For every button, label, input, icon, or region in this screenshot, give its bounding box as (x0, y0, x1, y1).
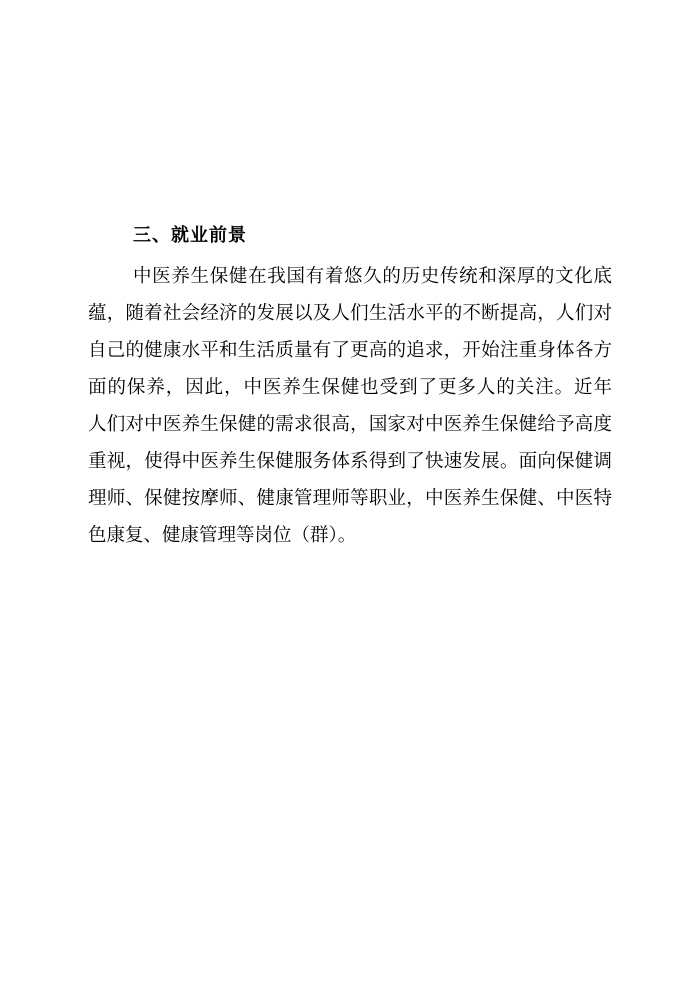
paragraph-line: 面的保养，因此，中医养生保健也受到了更多人的关注。近年 (88, 377, 612, 398)
paragraph-line: 理师、保健按摩师、健康管理师等职业，中医养生保健、中医特 (88, 488, 612, 509)
section-heading: 三、就业前景 (133, 225, 247, 246)
paragraph-line: 人们对中医养生保健的需求很高，国家对中医养生保健给予高度 (88, 414, 612, 435)
paragraph-line: 蕴，随着社会经济的发展以及人们生活水平的不断提高，人们对 (88, 303, 612, 324)
employment-prospects-paragraph (88, 258, 612, 554)
paragraph-line: 中医养生保健在我国有着悠久的历史传统和深厚的文化底 (133, 266, 612, 287)
paragraph-line: 色康复、健康管理等岗位（群）。 (88, 525, 357, 546)
paragraph-line: 重视，使得中医养生保健服务体系得到了快速发展。面向保健调 (88, 451, 612, 472)
paragraph-line: 自己的健康水平和生活质量有了更高的追求，开始注重身体各方 (88, 340, 612, 361)
